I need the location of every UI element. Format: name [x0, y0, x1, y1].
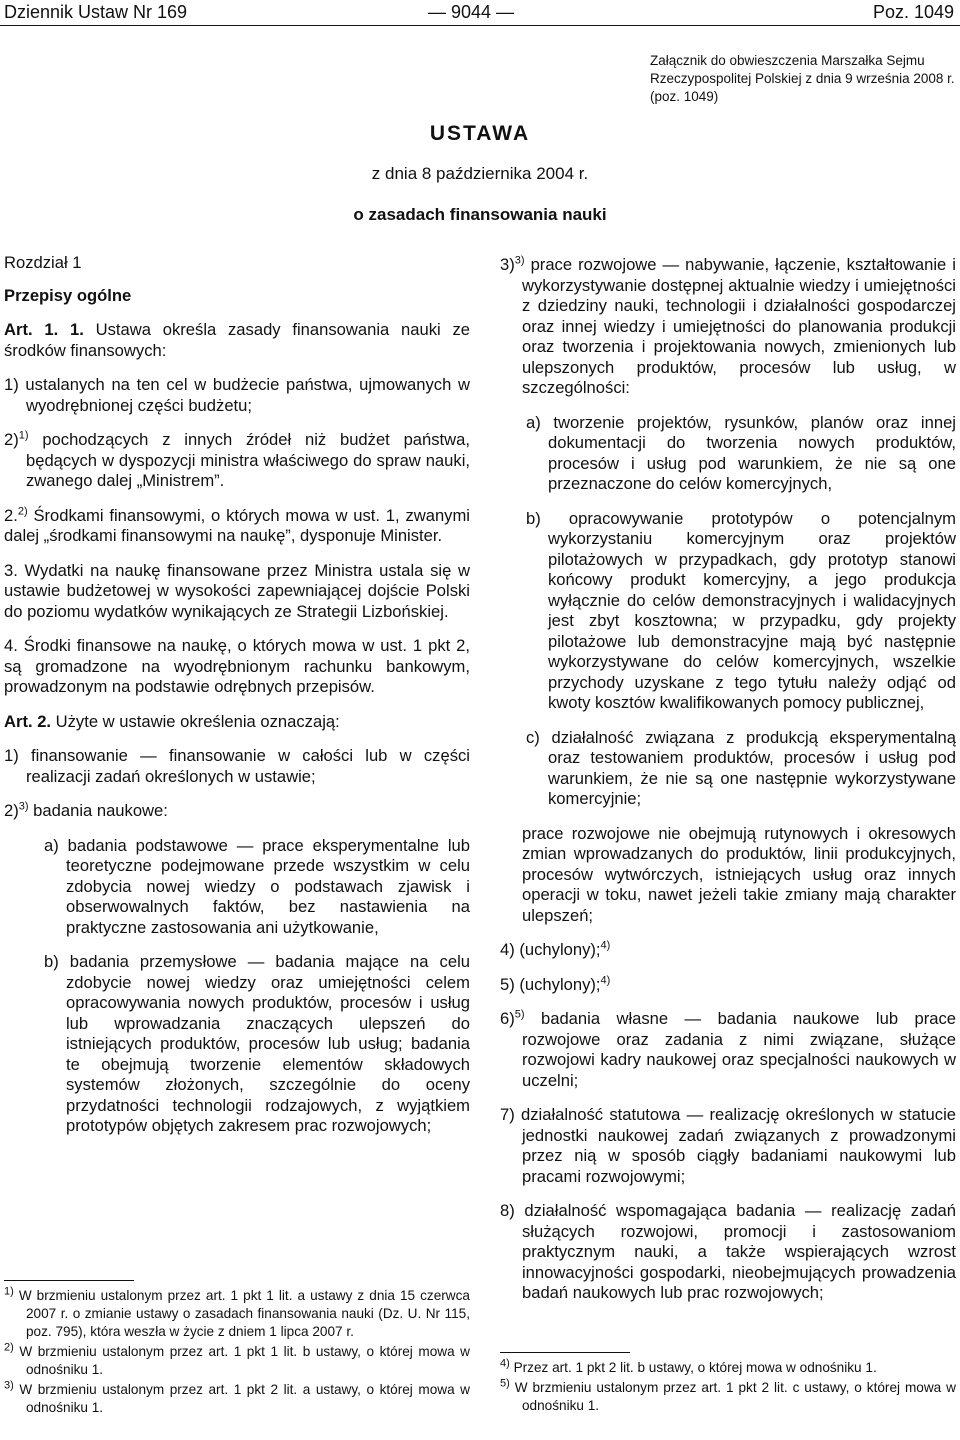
paragraph-text: Środkami finansowymi, o których mowa w ust. 1, zwanymi dalej „środkami finansowymi na naukę”, dysponuje Minister.	[4, 505, 470, 545]
point-text: 4) (uchylony);	[500, 940, 601, 959]
footnote-ref: 3)	[18, 800, 29, 813]
footnote-2	[4, 1343, 470, 1379]
header-rule	[0, 25, 960, 26]
footnote-text: W brzmieniu ustalonym przez art. 1 pkt 2 lit. a ustawy, o której mowa w odnośniku 1.	[19, 1382, 470, 1415]
footnote-ref: 2)	[17, 504, 28, 517]
art2	[4, 712, 470, 733]
point-text: prace rozwojowe — nabywanie, łączenie, kształtowanie i wykorzystywanie dostępnej aktualnie wiedzy i umiejętności z dziedziny nauki, technologii i działalności gospodarczej oraz innej wiedzy i umiejętności do planowania produkcji oraz tworzenia i projektowania nowych, zmienionych lub ulepszonych produktów, procesów lub usług, w szczególności:	[522, 255, 956, 397]
paragraph-number: 2.	[4, 505, 18, 525]
footnote-mark: 2)	[4, 1341, 14, 1354]
footnote-rule	[500, 1352, 630, 1353]
footnote-text: W brzmieniu ustalonym przez art. 1 pkt 1 lit. b ustawy, o której mowa w odnośniku 1.	[19, 1344, 470, 1377]
footnote-mark: 4)	[500, 1357, 510, 1370]
point-text: badania własne — badania naukowe lub prace rozwojowe oraz zadania z nimi związane, służące rozwojowi kadry naukowej oraz specjalności naukowych w uczelni;	[522, 1009, 956, 1090]
point-text: badania naukowe:	[33, 801, 168, 820]
left-column	[4, 253, 470, 1151]
art2-point3a: a) tworzenie projektów, rysunków, planów oraz innej dokumentacji do tworzenia nowych produktów, procesów i usług pod warunkiem, że nie są one przeznaczone do celów komercyjnych,	[526, 412, 956, 493]
art1-point2	[4, 430, 470, 492]
act-title: USTAWA	[429, 122, 531, 145]
art2-point3-tail: prace rozwojowe nie obejmują rutynowych i okresowych zmian wprowadzanych do produktów, linii produkcyjnych, procesów wytwórczych, istniejących usług oraz innych operacji w toku, nawet jeżeli takie zmiany mają charakter ulepszeń;	[522, 823, 956, 925]
footnote-ref: 4)	[600, 973, 611, 986]
art2-point3	[500, 255, 956, 399]
art1-4: 4. Środki finansowe na naukę, o których mowa w ust. 1 pkt 2, są gromadzone na wyodrębnionym rachunku bankowym, prowadzonym na podstawie odrębnych przepisów.	[4, 636, 470, 696]
footnote-ref: 1)	[18, 429, 29, 442]
art2-point1: 1) finansowanie — finansowanie w całości lub w części realizacji zadań określonych w ustawie;	[4, 746, 470, 786]
footnote-text: W brzmieniu ustalonym przez art. 1 pkt 2 lit. c ustawy, o której mowa w odnośniku 1.	[514, 1380, 956, 1413]
chapter-title: Przepisy ogólne	[4, 285, 132, 305]
art2-text: Użyte w ustawie określenia oznaczają:	[55, 711, 340, 731]
footnote-1	[4, 1287, 470, 1341]
art2-point2a: a) badania podstawowe — prace eksperymentalne lub teoretyczne podejmowane przede wszystkim w celu zdobycia nowej wiedzy o podstawach zjawisk i obserwowalnych faktów, bez nastawienia na praktyczne zastosowania ani użytkowanie,	[44, 835, 470, 937]
art2-point2	[4, 801, 470, 822]
footnote-mark: 3)	[4, 1379, 14, 1392]
footnote-ref: 5)	[514, 1008, 525, 1021]
footnote-5	[500, 1379, 956, 1415]
footnote-4	[500, 1359, 956, 1377]
point-number: 2)	[4, 430, 19, 449]
point-number: 3)	[500, 255, 515, 274]
page-number: — 9044 —	[428, 2, 515, 22]
act-subject: o zasadach finansowania nauki	[353, 205, 607, 224]
art2-point8: 8) działalność wspomagająca badania — realizację zadań służących rozwojowi, promocji i zastosowaniom praktycznym nauki, a także wspierających wzrost innowacyjności gospodarki, nieobejmujących prowadzenia badań naukowych lub prac rozwojowych;	[500, 1201, 956, 1302]
footnote-rule	[4, 1280, 134, 1281]
art1-1	[4, 320, 470, 361]
journal-title: Dziennik Ustaw Nr 169	[4, 2, 188, 22]
right-column	[500, 255, 956, 1318]
footnote-text: Przez art. 1 pkt 2 lit. b ustawy, o której mowa w odnośniku 1.	[513, 1360, 877, 1375]
footnotes-left	[4, 1280, 470, 1419]
page-header	[0, 0, 960, 26]
footnote-mark: 1)	[4, 1285, 14, 1298]
point-text: pochodzących z innych źródeł niż budżet państwa, będących w dyspozycji ministra właściwego do spraw nauki, zwanego dalej „Ministrem”.	[26, 430, 470, 490]
chapter-label: Rozdział 1	[4, 253, 82, 272]
art2-point7: 7) działalność statutowa — realizację określonych w statucie jednostki naukowej zadań związanych z prowadzonymi przez nią w sposób ciągły badaniami naukowymi lub pracami rozwojowymi;	[500, 1105, 956, 1186]
art1-point1: 1) ustalanych na ten cel w budżecie państwa, ujmowanych w wyodrębnionej części budżetu;	[4, 375, 470, 415]
art1-3: 3. Wydatki na naukę finansowane przez Ministra ustala się w ustawie budżetowej w wysokości zapewniającej dojście Polski do poziomu wydatków wynikających ze Strategii Lizbońskiej.	[4, 560, 470, 621]
footnote-text: W brzmieniu ustalonym przez art. 1 pkt 1 lit. a ustawy z dnia 15 czerwca 2007 r. o zmianie ustawy o zasadach finansowania nauki (Dz. U. Nr 115, poz. 795), która weszła w życie z dniem 1 lipca 2007 r.	[18, 1288, 470, 1339]
footnote-ref: 4)	[600, 939, 611, 952]
art1-heading: Art. 1. 1.	[4, 320, 84, 339]
art2-point4	[500, 940, 956, 961]
footnote-ref: 3)	[514, 254, 525, 267]
art2-point3c: c) działalność związana z produkcją eksperymentalną oraz testowaniem produktów, procesów i usług pod warunkiem, że nie są one następnie wykorzystywane komercyjnie;	[526, 727, 956, 808]
art1-text: Ustawa określa zasady finansowania nauki ze środków finansowych:	[4, 320, 470, 360]
position-number: Poz. 1049	[872, 2, 954, 22]
art2-heading: Art. 2.	[4, 711, 52, 731]
footnotes-right	[500, 1352, 956, 1417]
act-date: z dnia 8 października 2004 r.	[371, 164, 589, 183]
point-number: 2)	[4, 801, 19, 820]
footnote-mark: 5)	[500, 1377, 510, 1390]
point-number: 6)	[500, 1009, 515, 1028]
art2-point5	[500, 975, 956, 996]
art2-point6	[500, 1009, 956, 1091]
art2-point2b: b) badania przemysłowe — badania mające na celu zdobycie nowej wiedzy oraz umiejętności celem opracowywania nowych produktów, procesów i usług lub wprowadzania znaczących ulepszeń do istniejących produktów, procesów lub usług; badania te obejmują tworzenie elementów składowych systemów złożonych, szczególnie do oceny przydatności technologii rodzajowych, z wyjątkiem prototypów objętych zakresem prac rozwojowych;	[44, 952, 470, 1135]
annex-note: Załącznik do obwieszczenia Marszałka Sejmu Rzeczypospolitej Polskiej z dnia 9 września 2008 r. (poz. 1049)	[650, 53, 955, 104]
art2-point3b: b) opracowywanie prototypów o potencjalnym wykorzystaniu komercyjnym oraz projektów pilotażowych w przypadkach, gdy prototyp stanowi końcowy produkt komercyjny, a jego produkcja wyłącznie do celów demonstracyjnych i walidacyjnych jest zbyt kosztowna; w przypadku, gdy projekty pilotażowe lub demonstracyjne mają być następnie wykorzystywane do celów komercyjnych, wszelkie przychody uzyskane z tego tytułu należy odjąć od kwoty kosztów kwalifikowanych pomocy publicznej,	[526, 508, 956, 712]
point-text: 5) (uchylony);	[500, 974, 601, 994]
footnote-3	[4, 1381, 470, 1417]
art1-2	[4, 506, 470, 547]
